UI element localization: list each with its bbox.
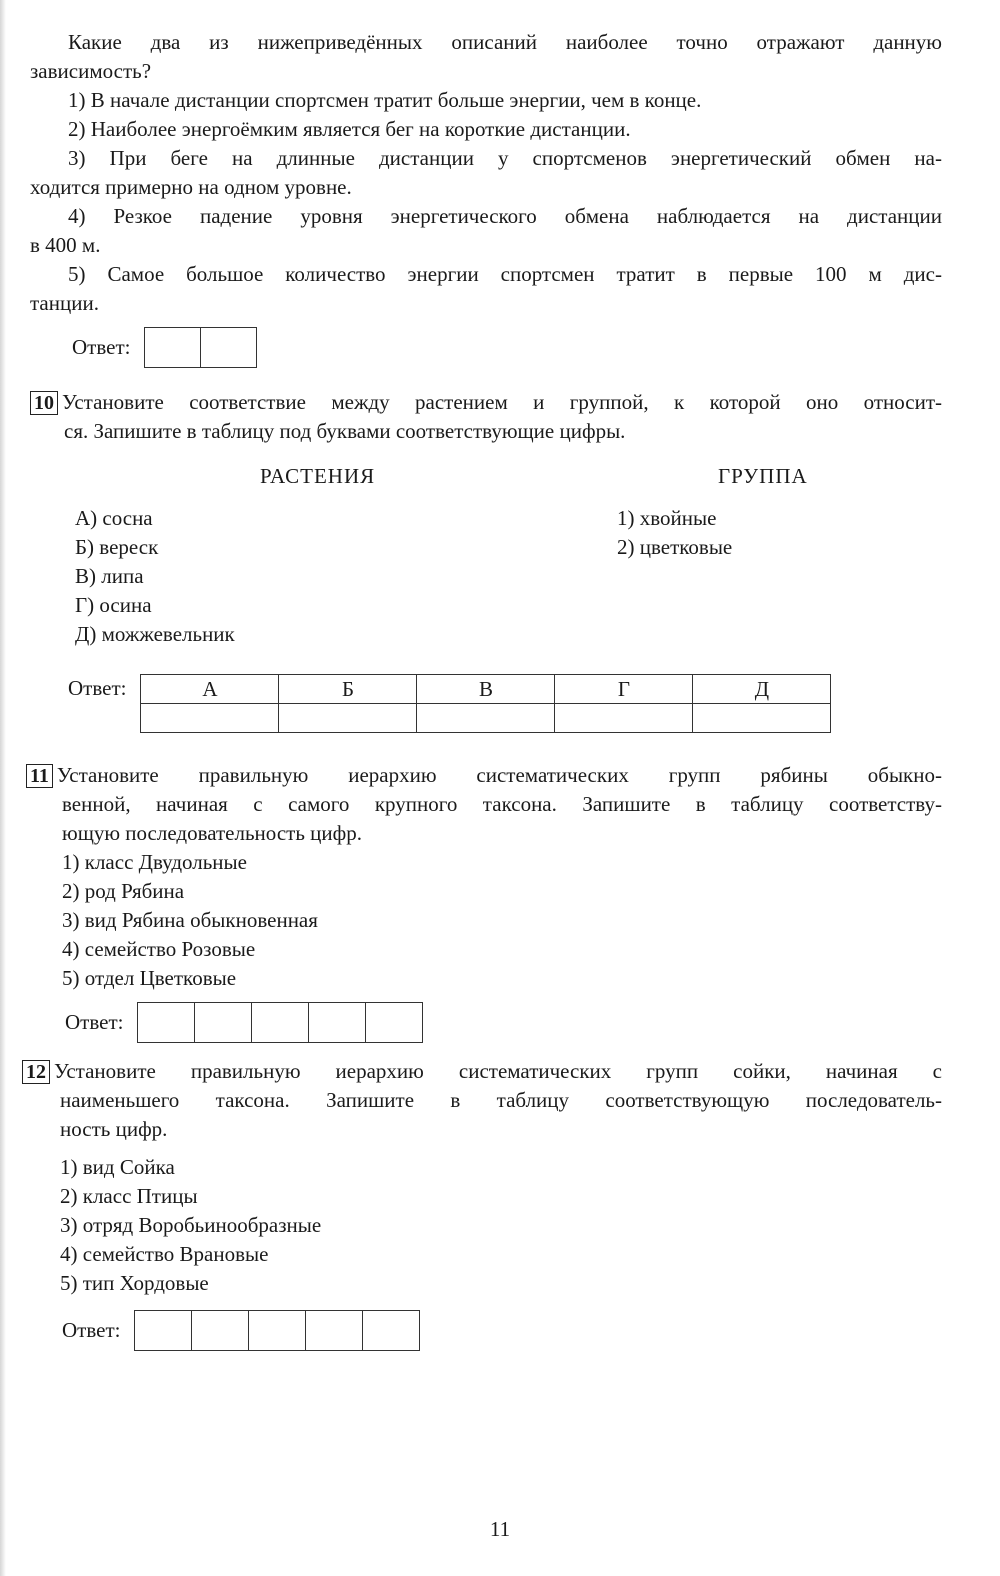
- task12-answer-cell-1[interactable]: [135, 1311, 192, 1350]
- task9-answer-cells: [144, 327, 257, 368]
- task11-answer-label: Ответ:: [65, 1010, 124, 1034]
- task12-answer-row: [62, 1310, 420, 1351]
- task11-answer-cell-4[interactable]: [309, 1003, 366, 1042]
- task9-option-3-line-2: ходится примерно на одном уровне.: [30, 175, 352, 199]
- task10-plants-list: [75, 504, 235, 649]
- task10-table-header-a: А: [141, 675, 279, 704]
- task11-question-line-2: венной, начиная с самого крупного таксона. Запишите в таблицу соответству-: [62, 792, 942, 816]
- task12-answer-cell-5[interactable]: [363, 1311, 419, 1350]
- task11-question-line-3: ющую последовательность цифр.: [62, 821, 362, 845]
- task12-question-line-2: наименьшего таксона. Запишите в таблицу соответствующую последователь-: [60, 1088, 942, 1112]
- task10-question-line-2: ся. Запишите в таблицу под буквами соответствующие цифры.: [64, 419, 626, 443]
- page-number: 11: [489, 1517, 511, 1541]
- task11-option-3: 3) вид Рябина обыкновенная: [62, 908, 318, 932]
- task10-plant-e: Д) можжевельник: [75, 622, 235, 646]
- task12-answer-label: Ответ:: [62, 1318, 121, 1342]
- task11-option-1: 1) класс Двудольные: [62, 850, 247, 874]
- task11-option-5: 5) отдел Цветковые: [62, 966, 237, 990]
- task12-block: [22, 1057, 942, 1298]
- task9-option-4-line-1: 4) Резкое падение уровня энергетического обмена наблюдается на дистанции: [68, 204, 942, 228]
- task9-answer-cell-2[interactable]: [201, 328, 256, 367]
- task11-answer-cell-5[interactable]: [366, 1003, 422, 1042]
- task10-plant-d: Г) осина: [75, 593, 152, 617]
- task11-answer-cell-2[interactable]: [195, 1003, 252, 1042]
- task10-answer-cell-c[interactable]: [417, 704, 555, 733]
- task9-option-1: [30, 86, 942, 115]
- task12-answer-cell-3[interactable]: [249, 1311, 306, 1350]
- task12-option-1: 1) вид Сойка: [60, 1155, 175, 1179]
- task10-question-line-1: [30, 388, 942, 417]
- task9-option-4-line-2: в 400 м.: [30, 233, 101, 257]
- task9-answer-row: [72, 327, 257, 368]
- page-edge-shadow: [0, 0, 6, 1576]
- task9-option-5-line-1: 5) Самое большое количество энергии спортсмен тратит в первые 100 м дис-: [68, 262, 942, 286]
- task10-table-header-d: Г: [555, 675, 693, 704]
- task10-number: 10: [30, 391, 58, 415]
- task10-question-text-1: Установите соответствие между растением и группой, к которой оно относит-: [62, 390, 942, 414]
- task10-table-answer-row: [141, 704, 831, 733]
- task10-answer-row: [68, 674, 831, 733]
- task12-option-2: 2) класс Птицы: [60, 1184, 198, 1208]
- task9-option-3-line-1: 3) При беге на длинные дистанции у спортсменов энергетический обмен на-: [68, 146, 942, 170]
- task12-answer-cell-4[interactable]: [306, 1311, 363, 1350]
- task10-groups-list: [617, 504, 732, 562]
- task9-block: [30, 28, 942, 318]
- task10-right-header: ГРУППА: [718, 464, 808, 488]
- task9-option-2-text: 2) Наиболее энергоёмким является бег на короткие дистанции.: [68, 117, 631, 141]
- task11-answer-cells: [137, 1002, 423, 1043]
- task12-options-list: [22, 1153, 942, 1298]
- task10-table-header-c: В: [417, 675, 555, 704]
- task12-answer-cells: [134, 1310, 420, 1351]
- task9-option-4: [30, 202, 942, 260]
- task11-answer-cell-1[interactable]: [138, 1003, 195, 1042]
- task12-option-5: 5) тип Хордовые: [60, 1271, 209, 1295]
- task10-answer-label: Ответ:: [68, 676, 127, 700]
- task11-option-2: 2) род Рябина: [62, 879, 185, 903]
- task11-option-4: 4) семейство Розовые: [62, 937, 256, 961]
- task12-question-text-1: Установите правильную иерархию систематических групп сойки, начиная с: [54, 1059, 942, 1083]
- task10-table-header-e: Д: [693, 675, 831, 704]
- task9-answer-cell-1[interactable]: [145, 328, 201, 367]
- task11-question-line-1: [26, 761, 942, 790]
- task10-group-2: 2) цветковые: [617, 535, 733, 559]
- task12-option-3: 3) отряд Воробьинообразные: [60, 1213, 322, 1237]
- task12-question-line-3: ность цифр.: [60, 1117, 168, 1141]
- task11-question-text-1: Установите правильную иерархию систематических групп рябины обыкно-: [56, 763, 942, 787]
- task9-option-1-text: 1) В начале дистанции спортсмен тратит больше энергии, чем в конце.: [68, 88, 702, 112]
- task12-number: 12: [22, 1060, 50, 1084]
- task10-table-header-row: [141, 675, 831, 704]
- task10-plant-a: А) сосна: [75, 506, 153, 530]
- task10-plant-b: Б) вереск: [75, 535, 159, 559]
- task9-option-2: [30, 115, 942, 144]
- task10-answer-cell-d[interactable]: [555, 704, 693, 733]
- task10-answer-cell-b[interactable]: [279, 704, 417, 733]
- task10-block: [30, 388, 942, 446]
- task10-plant-c: В) липа: [75, 564, 144, 588]
- task10-table-header-b: Б: [279, 675, 417, 704]
- task11-answer-row: [65, 1002, 423, 1043]
- task10-group-1: 1) хвойные: [617, 506, 717, 530]
- task12-question-line-1: [22, 1057, 942, 1086]
- task9-option-5-line-2: танции.: [30, 291, 99, 315]
- task12-option-4: 4) семейство Врановые: [60, 1242, 269, 1266]
- task9-question: [30, 28, 942, 86]
- task9-answer-label: Ответ:: [72, 335, 131, 359]
- task11-answer-cell-3[interactable]: [252, 1003, 309, 1042]
- task11-number: 11: [26, 764, 53, 788]
- task9-question-line-1: Какие два из нижеприведённых описаний наиболее точно отражают данную: [68, 30, 942, 54]
- task11-options-list: [26, 848, 942, 993]
- task11-block: [26, 761, 942, 993]
- task10-left-header: РАСТЕНИЯ: [260, 464, 376, 488]
- task12-answer-cell-2[interactable]: [192, 1311, 249, 1350]
- task9-option-3: [30, 144, 942, 202]
- task10-answer-table: [140, 674, 831, 733]
- task10-answer-cell-e[interactable]: [693, 704, 831, 733]
- task9-question-line-2: зависимость?: [30, 59, 152, 83]
- task10-answer-cell-a[interactable]: [141, 704, 279, 733]
- task9-option-5: [30, 260, 942, 318]
